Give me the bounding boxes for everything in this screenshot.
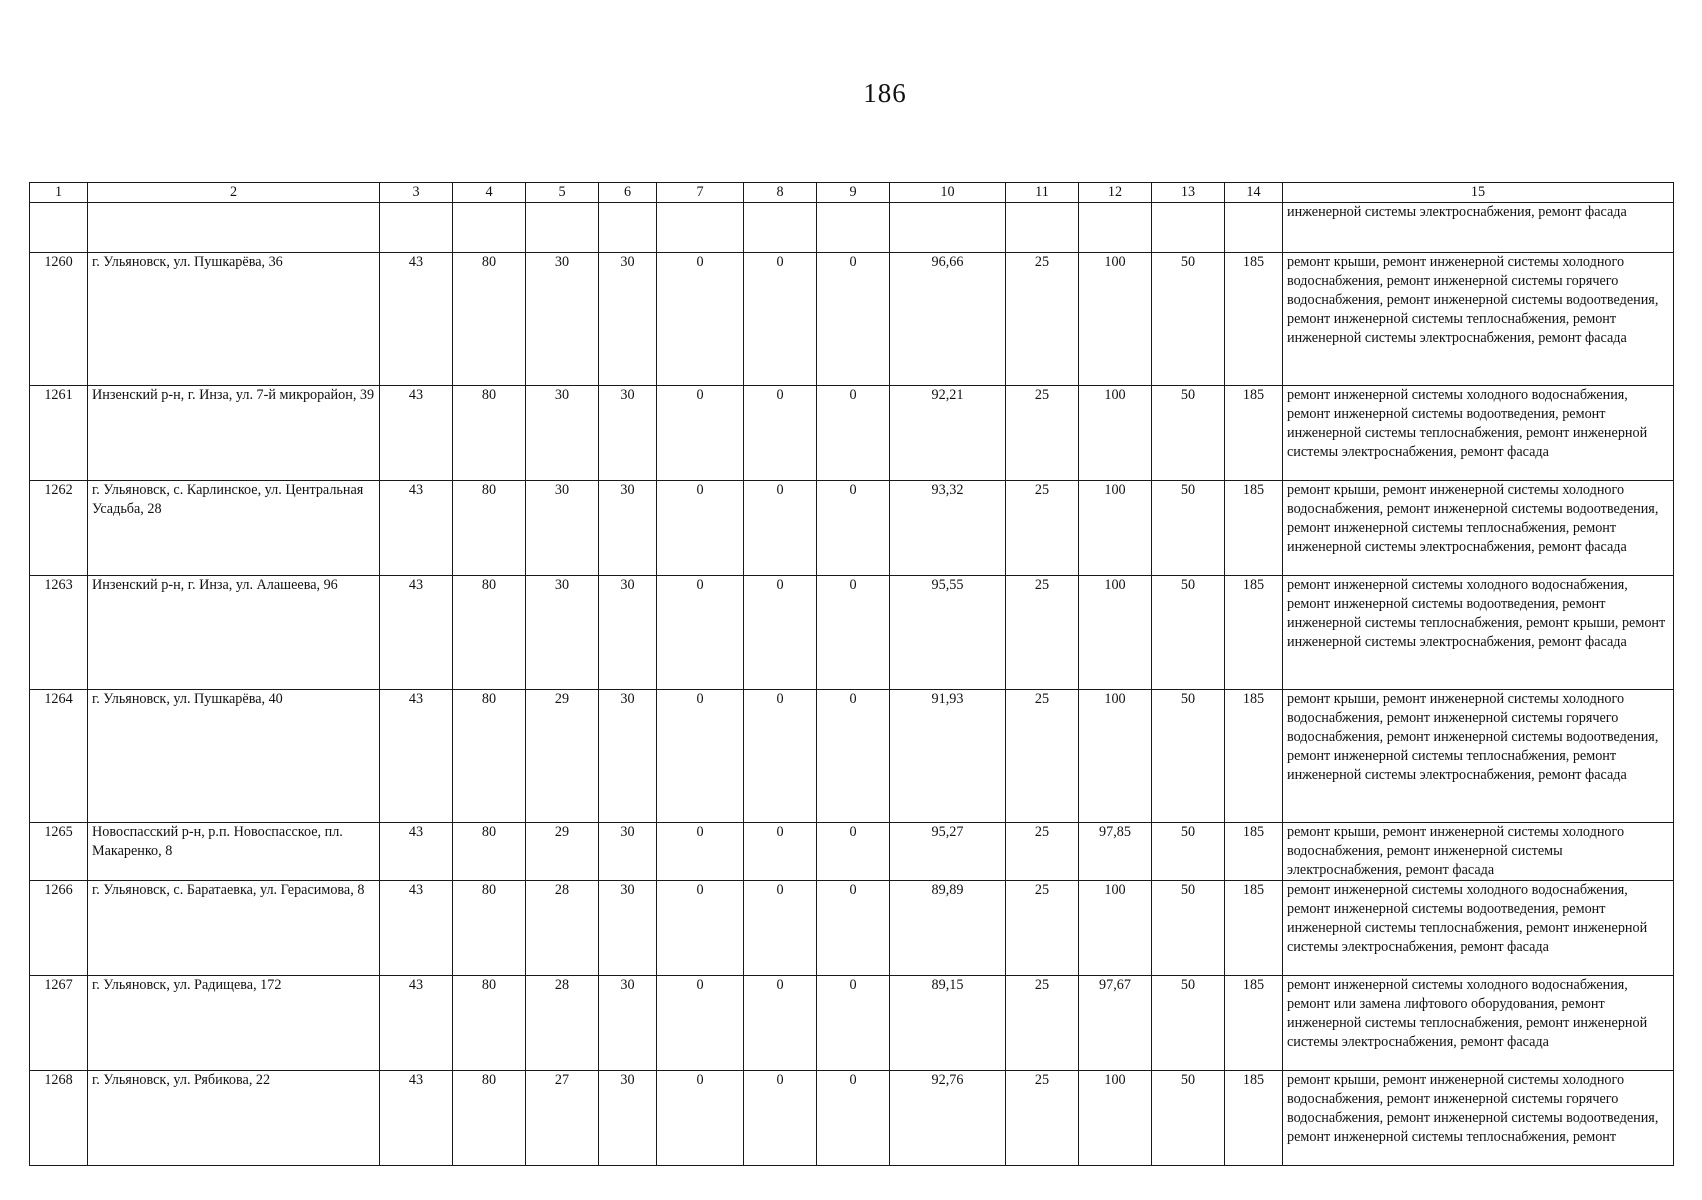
value-cell: 185 xyxy=(1225,253,1283,386)
value-cell: 100 xyxy=(1079,253,1152,386)
row-number-cell: 1267 xyxy=(30,976,88,1071)
value-cell: 50 xyxy=(1152,976,1225,1071)
value-cell: 100 xyxy=(1079,690,1152,823)
column-header: 12 xyxy=(1079,183,1152,203)
column-header: 9 xyxy=(817,183,890,203)
value-cell: 25 xyxy=(1006,481,1079,576)
value-cell: 100 xyxy=(1079,881,1152,976)
value-cell: 0 xyxy=(817,481,890,576)
value-cell: 185 xyxy=(1225,976,1283,1071)
column-header: 10 xyxy=(890,183,1006,203)
value-cell: 185 xyxy=(1225,823,1283,881)
value-cell: 29 xyxy=(526,823,599,881)
value-cell: 30 xyxy=(526,576,599,690)
value-cell: 30 xyxy=(599,386,657,481)
value-cell: 100 xyxy=(1079,481,1152,576)
value-cell: 89,15 xyxy=(890,976,1006,1071)
register-table xyxy=(29,182,1674,1166)
value-cell xyxy=(380,203,453,253)
value-cell: 0 xyxy=(657,881,744,976)
value-cell: 30 xyxy=(526,253,599,386)
value-cell: 185 xyxy=(1225,690,1283,823)
value-cell: 97,67 xyxy=(1079,976,1152,1071)
value-cell: 0 xyxy=(817,976,890,1071)
value-cell: 30 xyxy=(526,481,599,576)
value-cell: 0 xyxy=(657,481,744,576)
value-cell: 100 xyxy=(1079,1071,1152,1166)
row-number-cell: 1266 xyxy=(30,881,88,976)
value-cell: 0 xyxy=(657,690,744,823)
row-number-cell xyxy=(30,203,88,253)
value-cell: 80 xyxy=(453,253,526,386)
value-cell: 30 xyxy=(599,823,657,881)
address-cell: Инзенский р-н, г. Инза, ул. Алашеева, 96 xyxy=(88,576,380,690)
value-cell: 29 xyxy=(526,690,599,823)
works-cell: ремонт крыши, ремонт инженерной системы холодного водоснабжения, ремонт инженерной системы горячего водоснабжения, ремонт инженерной системы водоотведения, ремонт инженерной системы теплоснабжения, ремонт xyxy=(1283,1071,1674,1166)
table-row xyxy=(30,690,1674,823)
row-number-cell: 1268 xyxy=(30,1071,88,1166)
value-cell: 30 xyxy=(599,976,657,1071)
value-cell: 100 xyxy=(1079,576,1152,690)
table-header xyxy=(30,183,1674,203)
value-cell: 25 xyxy=(1006,690,1079,823)
address-cell: Инзенский р-н, г. Инза, ул. 7-й микрорайон, 39 xyxy=(88,386,380,481)
column-header: 3 xyxy=(380,183,453,203)
value-cell: 95,55 xyxy=(890,576,1006,690)
register-table-wrap xyxy=(29,182,1673,1166)
table-row xyxy=(30,203,1674,253)
value-cell: 185 xyxy=(1225,386,1283,481)
value-cell: 25 xyxy=(1006,253,1079,386)
table-row xyxy=(30,881,1674,976)
value-cell xyxy=(1152,203,1225,253)
value-cell: 43 xyxy=(380,881,453,976)
value-cell: 0 xyxy=(817,576,890,690)
address-cell: г. Ульяновск, с. Карлинское, ул. Центральная Усадьба, 28 xyxy=(88,481,380,576)
value-cell: 43 xyxy=(380,823,453,881)
value-cell: 30 xyxy=(599,690,657,823)
works-cell: ремонт крыши, ремонт инженерной системы холодного водоснабжения, ремонт инженерной системы водоотведения, ремонт инженерной системы теплоснабжения, ремонт инженерной системы электроснабжения, ремонт фасада xyxy=(1283,481,1674,576)
value-cell: 89,89 xyxy=(890,881,1006,976)
value-cell: 25 xyxy=(1006,823,1079,881)
column-header: 13 xyxy=(1152,183,1225,203)
value-cell: 0 xyxy=(657,386,744,481)
address-cell xyxy=(88,203,380,253)
table-row xyxy=(30,576,1674,690)
works-cell: инженерной системы электроснабжения, ремонт фасада xyxy=(1283,203,1674,253)
value-cell: 30 xyxy=(599,481,657,576)
value-cell: 80 xyxy=(453,1071,526,1166)
works-cell: ремонт инженерной системы холодного водоснабжения, ремонт инженерной системы водоотведения, ремонт инженерной системы теплоснабжения, ремонт крыши, ремонт инженерной системы электроснабжения, ремонт фасада xyxy=(1283,576,1674,690)
value-cell: 92,21 xyxy=(890,386,1006,481)
value-cell: 80 xyxy=(453,976,526,1071)
value-cell xyxy=(453,203,526,253)
value-cell: 0 xyxy=(744,253,817,386)
column-header: 7 xyxy=(657,183,744,203)
value-cell xyxy=(526,203,599,253)
value-cell: 25 xyxy=(1006,1071,1079,1166)
address-cell: г. Ульяновск, ул. Радищева, 172 xyxy=(88,976,380,1071)
value-cell: 185 xyxy=(1225,881,1283,976)
value-cell: 50 xyxy=(1152,1071,1225,1166)
table-row xyxy=(30,386,1674,481)
value-cell: 80 xyxy=(453,481,526,576)
value-cell: 25 xyxy=(1006,976,1079,1071)
value-cell: 0 xyxy=(817,881,890,976)
works-cell: ремонт крыши, ремонт инженерной системы холодного водоснабжения, ремонт инженерной системы горячего водоснабжения, ремонт инженерной системы водоотведения, ремонт инженерной системы теплоснабжения, ремонт инженерной системы электроснабжения, ремонт фасада xyxy=(1283,690,1674,823)
value-cell: 0 xyxy=(657,576,744,690)
address-cell: г. Ульяновск, ул. Пушкарёва, 40 xyxy=(88,690,380,823)
table-row xyxy=(30,823,1674,881)
value-cell: 50 xyxy=(1152,690,1225,823)
value-cell xyxy=(657,203,744,253)
value-cell: 30 xyxy=(599,881,657,976)
value-cell: 25 xyxy=(1006,576,1079,690)
column-header: 2 xyxy=(88,183,380,203)
value-cell: 80 xyxy=(453,576,526,690)
value-cell: 92,76 xyxy=(890,1071,1006,1166)
value-cell: 0 xyxy=(657,1071,744,1166)
value-cell: 80 xyxy=(453,386,526,481)
column-header: 14 xyxy=(1225,183,1283,203)
page-number: 186 xyxy=(863,78,907,108)
column-header: 5 xyxy=(526,183,599,203)
value-cell: 30 xyxy=(526,386,599,481)
value-cell: 0 xyxy=(817,823,890,881)
value-cell xyxy=(1225,203,1283,253)
value-cell: 0 xyxy=(657,823,744,881)
value-cell: 80 xyxy=(453,823,526,881)
value-cell: 50 xyxy=(1152,481,1225,576)
value-cell: 0 xyxy=(817,690,890,823)
value-cell: 97,85 xyxy=(1079,823,1152,881)
value-cell: 80 xyxy=(453,881,526,976)
value-cell: 43 xyxy=(380,976,453,1071)
value-cell: 50 xyxy=(1152,576,1225,690)
value-cell: 0 xyxy=(817,386,890,481)
value-cell: 50 xyxy=(1152,881,1225,976)
value-cell: 30 xyxy=(599,1071,657,1166)
value-cell: 100 xyxy=(1079,386,1152,481)
column-header: 6 xyxy=(599,183,657,203)
works-cell: ремонт крыши, ремонт инженерной системы холодного водоснабжения, ремонт инженерной системы электроснабжения, ремонт фасада xyxy=(1283,823,1674,881)
works-cell: ремонт инженерной системы холодного водоснабжения, ремонт инженерной системы водоотведения, ремонт инженерной системы теплоснабжения, ремонт инженерной системы электроснабжения, ремонт фасада xyxy=(1283,881,1674,976)
value-cell xyxy=(1079,203,1152,253)
value-cell: 25 xyxy=(1006,881,1079,976)
address-cell: г. Ульяновск, ул. Рябикова, 22 xyxy=(88,1071,380,1166)
column-header: 8 xyxy=(744,183,817,203)
row-number-cell: 1263 xyxy=(30,576,88,690)
row-number-cell: 1260 xyxy=(30,253,88,386)
value-cell: 30 xyxy=(599,576,657,690)
value-cell: 0 xyxy=(744,881,817,976)
column-header: 15 xyxy=(1283,183,1674,203)
value-cell: 96,66 xyxy=(890,253,1006,386)
value-cell: 50 xyxy=(1152,253,1225,386)
value-cell xyxy=(890,203,1006,253)
value-cell: 43 xyxy=(380,481,453,576)
address-cell: Новоспасский р-н, р.п. Новоспасское, пл. Макаренко, 8 xyxy=(88,823,380,881)
address-cell: г. Ульяновск, ул. Пушкарёва, 36 xyxy=(88,253,380,386)
value-cell: 0 xyxy=(657,253,744,386)
value-cell: 43 xyxy=(380,386,453,481)
value-cell: 0 xyxy=(657,976,744,1071)
row-number-cell: 1262 xyxy=(30,481,88,576)
value-cell: 50 xyxy=(1152,386,1225,481)
value-cell: 30 xyxy=(599,253,657,386)
works-cell: ремонт крыши, ремонт инженерной системы холодного водоснабжения, ремонт инженерной системы горячего водоснабжения, ремонт инженерной системы водоотведения, ремонт инженерной системы теплоснабжения, ремонт инженерной системы электроснабжения, ремонт фасада xyxy=(1283,253,1674,386)
value-cell: 0 xyxy=(744,481,817,576)
value-cell: 0 xyxy=(744,1071,817,1166)
value-cell: 43 xyxy=(380,690,453,823)
value-cell: 28 xyxy=(526,881,599,976)
value-cell: 80 xyxy=(453,690,526,823)
value-cell: 185 xyxy=(1225,481,1283,576)
column-header: 1 xyxy=(30,183,88,203)
column-header: 4 xyxy=(453,183,526,203)
table-row xyxy=(30,253,1674,386)
value-cell xyxy=(599,203,657,253)
table-body xyxy=(30,203,1674,1166)
header-row xyxy=(30,183,1674,203)
row-number-cell: 1265 xyxy=(30,823,88,881)
value-cell: 185 xyxy=(1225,1071,1283,1166)
value-cell xyxy=(817,203,890,253)
works-cell: ремонт инженерной системы холодного водоснабжения, ремонт инженерной системы водоотведения, ремонт инженерной системы теплоснабжения, ремонт инженерной системы электроснабжения, ремонт фасада xyxy=(1283,386,1674,481)
column-header: 11 xyxy=(1006,183,1079,203)
value-cell: 95,27 xyxy=(890,823,1006,881)
row-number-cell: 1264 xyxy=(30,690,88,823)
value-cell: 0 xyxy=(744,386,817,481)
value-cell: 50 xyxy=(1152,823,1225,881)
value-cell xyxy=(1006,203,1079,253)
row-number-cell: 1261 xyxy=(30,386,88,481)
value-cell: 0 xyxy=(817,253,890,386)
value-cell: 0 xyxy=(744,576,817,690)
value-cell: 43 xyxy=(380,1071,453,1166)
table-row xyxy=(30,1071,1674,1166)
value-cell: 28 xyxy=(526,976,599,1071)
value-cell: 0 xyxy=(744,976,817,1071)
value-cell: 91,93 xyxy=(890,690,1006,823)
address-cell: г. Ульяновск, с. Баратаевка, ул. Герасимова, 8 xyxy=(88,881,380,976)
value-cell xyxy=(744,203,817,253)
table-row xyxy=(30,481,1674,576)
works-cell: ремонт инженерной системы холодного водоснабжения, ремонт или замена лифтового оборудования, ремонт инженерной системы теплоснабжения, ремонт инженерной системы электроснабжения, ремонт фасада xyxy=(1283,976,1674,1071)
value-cell: 43 xyxy=(380,576,453,690)
value-cell: 93,32 xyxy=(890,481,1006,576)
value-cell: 27 xyxy=(526,1071,599,1166)
table-row xyxy=(30,976,1674,1071)
value-cell: 0 xyxy=(817,1071,890,1166)
value-cell: 43 xyxy=(380,253,453,386)
value-cell: 25 xyxy=(1006,386,1079,481)
value-cell: 185 xyxy=(1225,576,1283,690)
value-cell: 0 xyxy=(744,690,817,823)
value-cell: 0 xyxy=(744,823,817,881)
